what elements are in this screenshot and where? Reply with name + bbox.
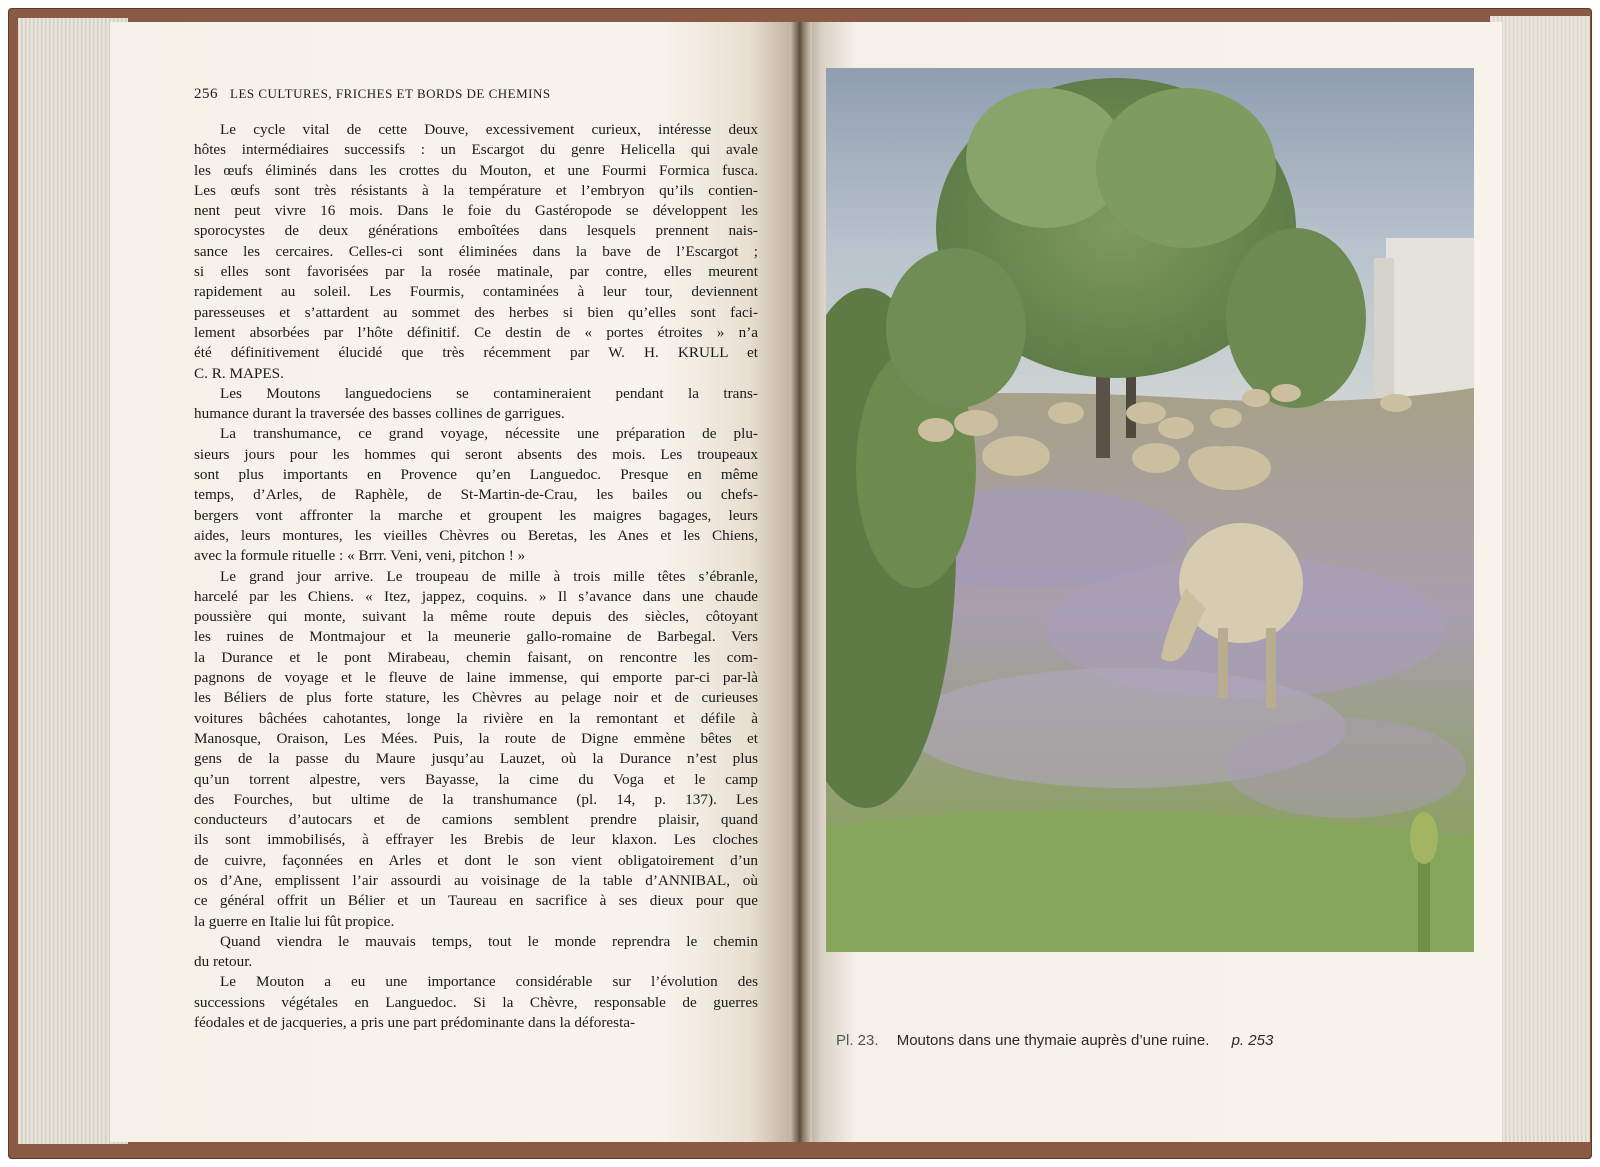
text-line: Les œufs sont très résistants à la température et l’embryon qu’ils contien- xyxy=(194,181,758,199)
text-line: avec la formule rituelle : « Brrr. Veni, veni, pitchon ! » xyxy=(194,547,526,565)
text-line: voitures bâchées cahotantes, longe la rivière en la remontant et défile à xyxy=(194,709,758,727)
text-line: Les Moutons languedociens se contamineraient pendant la trans- xyxy=(220,384,758,402)
text-line: les ruines de Montmajour et la meunerie gallo-romaine de Barbegal. Vers xyxy=(194,628,758,646)
text-line: Le Mouton a eu une importance considérable sur l’évolution des xyxy=(220,973,758,991)
text-line: bergers vont affronter la marche et groupent les maigres bagages, leurs xyxy=(194,506,758,524)
text-line: C. R. MAPES. xyxy=(194,364,284,382)
text-line: les Béliers de plus forte stature, les Chèvres au pelage noir et de curieuses xyxy=(194,689,758,707)
text-line: conducteurs d’autocars et de camions semblent prendre plaisir, quand xyxy=(194,811,758,829)
running-title: LES CULTURES, FRICHES ET BORDS DE CHEMINS xyxy=(230,86,551,101)
text-line: Quand viendra le mauvais temps, tout le monde reprendra le chemin xyxy=(220,932,758,950)
text-line: nent peut vivre 16 mois. Dans le foie du Gastéropode se développent les xyxy=(194,202,758,220)
text-line: sporocystes de deux générations emboîtées dans lesquels prennent nais- xyxy=(194,222,758,240)
text-line: humance durant la traversée des basses collines de garrigues. xyxy=(194,405,565,423)
text-line: sont plus importants en Provence qu’en Languedoc. Presque en même xyxy=(194,466,758,484)
text-line: harcelé par les Chiens. « Itez, jappez, coquins. » Il s’avance dans une chaude xyxy=(194,587,758,605)
text-line: féodales et de jacqueries, a pris une part prédominante dans la déforesta- xyxy=(194,1014,636,1032)
sheep-photo xyxy=(826,68,1474,952)
text-line: Le grand jour arrive. Le troupeau de mille à trois mille têtes s’ébranle, xyxy=(220,567,758,585)
text-line: hôtes intermédiaires successifs : un Escargot du genre Helicella qui avale xyxy=(194,141,758,159)
text-line: La transhumance, ce grand voyage, nécessite une préparation de plu- xyxy=(220,425,758,443)
text-line: qu’un torrent alpestre, vers Bayasse, la cime du Voga et le camp xyxy=(194,770,758,788)
text-line: la Durance et le pont Mirabeau, chemin faisant, on rencontre les com- xyxy=(194,648,758,666)
text-line: Manosque, Oraison, Les Mées. Puis, la route de Digne emmène bêtes et xyxy=(194,729,758,747)
plate-caption xyxy=(836,1032,1273,1049)
text-line: Le cycle vital de cette Douve, excessivement curieux, intéresse deux xyxy=(220,121,758,138)
text-line: été définitivement élucidé que très récemment par W. H. KRULL et xyxy=(194,344,758,362)
text-line: ils sont immobilisés, à effrayer les Brebis de leur klaxon. Les cloches xyxy=(194,831,758,849)
text-line: les œufs éliminés dans les crottes du Mouton, et une Fourmi Formica fusca. xyxy=(194,161,758,179)
text-line: rapidement au soleil. Les Fourmis, contaminées à leur tour, deviennent xyxy=(194,283,758,301)
text-line: du retour. xyxy=(194,953,253,971)
page-edges-right xyxy=(1490,16,1590,1142)
running-header xyxy=(194,86,551,103)
text-line: successions végétales en Languedoc. Si la Chèvre, responsable de guerres xyxy=(194,993,758,1011)
text-line: poussière qui monte, suivant la même route depuis des siècles, côtoyant xyxy=(194,608,758,626)
text-line: si elles sont favorisées par la rosée matinale, par contre, elles meurent xyxy=(194,263,758,281)
text-line: temps, d’Arles, de Raphèle, de St-Martin-de-Crau, les bailes ou chefs- xyxy=(194,486,758,504)
text-line: paresseuses et s’attardent au sommet des herbes si bien qu’elles sont faci- xyxy=(194,303,758,321)
text-line: os d’Ane, emplissent l’air assourdi au voisinage de la table d’ANNIBAL, où xyxy=(194,871,758,889)
page-reference: p. 253 xyxy=(1231,1032,1274,1049)
plate-number: Pl. 23. xyxy=(836,1032,879,1049)
text-line: ce général offrit un Bélier et un Taureau en sacrifice à ses dieux pour que xyxy=(194,892,758,910)
text-line: pagnons de voyage et le fleuve de laine immense, qui emporte par-ci par-là xyxy=(194,669,758,687)
body-text xyxy=(194,120,758,1033)
text-line: des Fourches, but ultime de la transhumance (pl. 14, p. 137). Les xyxy=(194,790,758,808)
text-line: de cuivre, façonnées en Arles et dont le son vient obligatoirement d’un xyxy=(194,851,758,869)
text-line: la guerre en Italie lui fût propice. xyxy=(194,912,395,930)
photo-plate-sheep-grazing xyxy=(826,68,1474,952)
text-line: aides, leurs montures, les vieilles Chèvres ou Beretas, les Anes et les Chiens, xyxy=(194,526,758,544)
text-line: sieurs jours pour les hommes qui seront absents des mois. Les troupeaux xyxy=(194,445,758,463)
book-gutter xyxy=(790,22,812,1142)
text-line: sance les cercaires. Celles-ci sont éliminées dans la bave de l’Escargot ; xyxy=(194,242,758,260)
text-line: gens de la passe du Maure jusqu’au Lauzet, où la Durance n’est plus xyxy=(194,750,758,768)
text-line: lement absorbées par l’hôte définitif. Ce destin de « portes étroites » n’a xyxy=(194,323,758,341)
caption-text: Moutons dans une thymaie auprès d’une ruine. xyxy=(896,1032,1210,1049)
page-number: 256 xyxy=(194,86,218,102)
